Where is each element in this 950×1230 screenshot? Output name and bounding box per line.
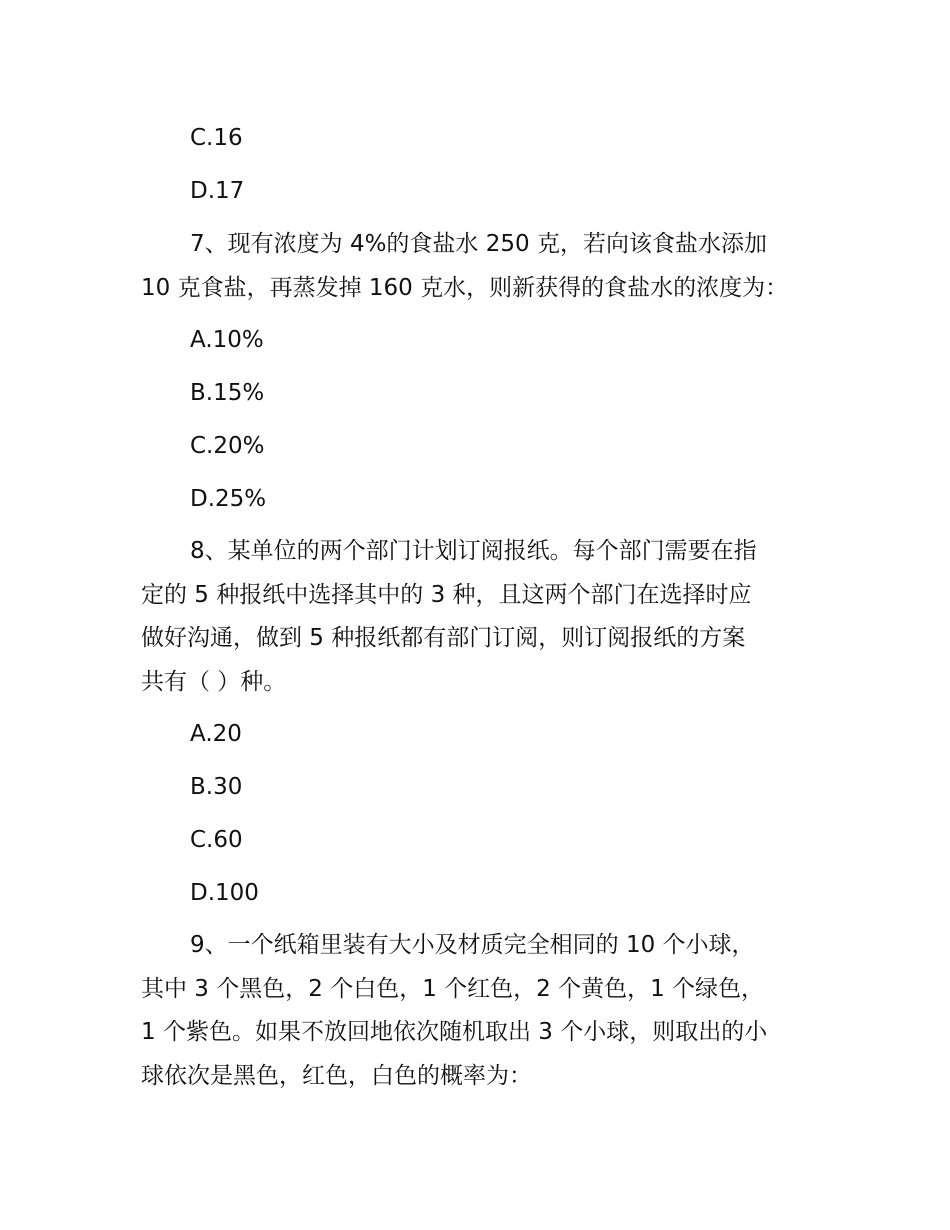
q6-option-d: D.17: [190, 178, 245, 204]
q9-stem-line-3: 1 个紫色。如果不放回地依次随机取出 3 个小球，则取出的小: [141, 1019, 768, 1045]
q8-option-a: A.20: [190, 721, 242, 747]
q8-option-c: C.60: [190, 827, 243, 853]
q8-stem-line-3: 做好沟通，做到 5 种报纸都有部门订阅，则订阅报纸的方案: [141, 625, 746, 651]
q7-option-c: C.20%: [190, 433, 265, 459]
q7-stem-line-2: 10 克食盐，再蒸发掉 160 克水，则新获得的食盐水的浓度为：: [141, 275, 789, 301]
q9-stem-line-2: 其中 3 个黑色，2 个白色，1 个红色，2 个黄色，1 个绿色，: [141, 976, 765, 1002]
q7-option-d: D.25%: [190, 486, 267, 512]
q8-option-d: D.100: [190, 880, 259, 906]
q7-option-a: A.10%: [190, 327, 264, 353]
q7-stem-line-1: 7、现有浓度为 4%的食盐水 250 克，若向该食盐水添加: [190, 231, 767, 257]
q6-option-c: C.16: [190, 125, 243, 151]
q8-stem-line-1: 8、某单位的两个部门计划订阅报纸。每个部门需要在指: [190, 538, 757, 564]
q9-stem-line-1: 9、一个纸箱里装有大小及材质完全相同的 10 个小球，: [190, 932, 755, 958]
q7-option-b: B.15%: [190, 380, 265, 406]
q8-stem-line-4: 共有（ ）种。: [141, 669, 287, 695]
q8-option-b: B.30: [190, 774, 243, 800]
q8-stem-line-2: 定的 5 种报纸中选择其中的 3 种，且这两个部门在选择时应: [141, 582, 752, 608]
q9-stem-line-4: 球依次是黑色，红色，白色的概率为：: [141, 1063, 532, 1089]
